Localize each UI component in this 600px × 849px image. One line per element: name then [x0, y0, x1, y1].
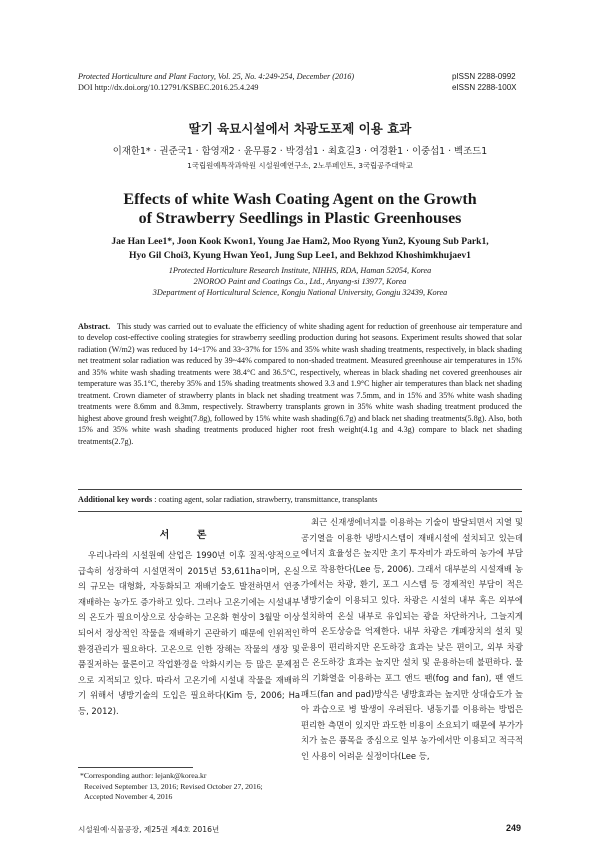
intro-paragraph-1: 우리나라의 시설원예 산업은 1990년 이후 질적·양적으로 급속히 성장하여 시설면적이 2015년 53,611ha이며, 온실의 규모는 대형화, 자동화되고 재배기술도 발전하면서 연중 재배하는 농가도 증가하고 있다. 그러나 고온기에는 시설내부의 온도가 필요이상으로 상승하는 고온화 현상이 3월말 이상 되어서 정상적인 작물을 재배하기 곤란하기 때문에 인위적인 환경관리가 필요하다. 고온으로 인한 장해는 작물의 생장 및 품질저하는 물론이고 작업환경을 악화시키는 등 많은 문제점으로 지적되고 있다. 따라서 고온기에 시설내 작물을 재배하기 위해서 냉방기술의 도입은 필요하다(Kim 등, 2006; Ha 등, 2012).: [78, 550, 300, 716]
abstract-divider: [78, 489, 522, 490]
korean-title: 딸기 육묘시설에서 차광도포제 이용 효과: [188, 121, 412, 136]
footer-journal: 시설원예·식물공장, 제25권 제4호 2016년: [78, 825, 220, 834]
corresponding-author: *Corresponding author: lejank@korea.kr: [80, 771, 207, 780]
received-date: Received September 13, 2016; Revised October 27, 2016;: [84, 781, 263, 791]
english-authors-line-1: Jae Han Lee1*, Joon Kook Kwon1, Young Jae Ham2, Moo Ryong Yun2, Kyoung Sub Park1,: [111, 236, 489, 247]
abstract: [78, 321, 522, 447]
page-number: 249: [506, 823, 522, 833]
english-affiliation-1: 1Protected Horticulture Research Institute, NIHHS, RDA, Haman 52054, Korea: [168, 266, 432, 275]
body-right-column: [301, 515, 523, 765]
english-affiliation-3: 3Department of Horticultural Science, Kongju National University, Gongju 32439, Korea: [152, 288, 448, 297]
keywords-label: Additional key words: [78, 495, 153, 504]
keywords: [78, 495, 522, 504]
korean-authors: 이재한1* · 권준국1 · 함영재2 · 윤무룡2 · 박경섭1 · 최효길3 · 여경환1 · 이중섭1 · 벡조드1: [112, 146, 488, 157]
english-title-line-1: Effects of white Wash Coating Agent on the Growth: [123, 191, 477, 208]
body-left-column: [78, 548, 300, 720]
english-title-line-2: of Strawberry Seedlings in Plastic Greenhouses: [138, 210, 462, 227]
section-title-introduction: 서 론: [159, 530, 219, 541]
accepted-date: Accepted November 4, 2016: [84, 792, 173, 801]
intro-paragraph-2: 최근 신재생에너지를 이용하는 기술이 발달되면서 지열 및 공기열을 이용한 냉방시스템이 재배시설에 설치되고 있는데 에너지 효율성은 높지만 초기 투자비가 과도하여 농가에 부담으로 작용한다(Lee 등, 2006). 그래서 대부분의 시설재배 농가에서는 차광, 환기, 포그 시스템 등 경제적인 부담이 적은 냉방기술이 이용되고 있다. 차광은 시설의 내부 혹은 외부에 설치하여 온실 내부로 유입되는 광을 차단하거나, 그늘지게 하여 온도상승을 억제한다. 내부 차광은 개폐장치의 설치 및 운용이 편리하지만 온도하강 효과는 낮은 편이고, 외부 차광은 온도하강 효과는 높지만 설치 및 운용하는데 불편하다. 물의 기화열을 이용하는 포그 앤드 팬(fog and fan), 팬 앤드 패드(fan and pad)방식은 냉방효과는 높지만 상대습도가 높아 과습으로 병 발생이 우려된다. 냉동기를 이용하는 방법은 편리한 측면이 있지만 과도한 비용이 소요되기 때문에 부가가치가 높은 품목을 중심으로 일부 농가에서만 이용되고 적극적인 사용이 어려운 실정이다(Lee 등,: [301, 517, 523, 761]
pissn: pISSN 2288-0992: [452, 72, 516, 81]
keywords-divider: [78, 511, 522, 512]
keywords-text: : coating agent, solar radiation, strawberry, transmittance, transplants: [154, 495, 378, 504]
english-authors-line-2: Hyo Gil Choi3, Kyung Hwan Yeo1, Jung Sup Lee1, and Bekhzod Khoshimkhujaev1: [129, 250, 471, 261]
korean-affiliations: 1국립원예특작과학원 시설원예연구소, 2노루페인트, 3국립공주대학교: [187, 161, 413, 170]
english-affiliation-2: 2NOROO Paint and Coatings Co., Ltd., Anyang-si 13977, Korea: [193, 277, 407, 286]
abstract-label: Abstract.: [78, 322, 111, 331]
footnote: [80, 771, 310, 803]
doi-link[interactable]: DOI http://dx.doi.org/10.12791/KSBEC.2016.25.4.249: [78, 83, 259, 92]
abstract-text: This study was carried out to evaluate the efficiency of white shading agent for reduction of greenhouse air temperature and to develop cost-effective cooling strategies for strawberry seedling production during hot seasons. Experiment results showed that solar radiation (W/m2) was reduced by 14~17% and 33~37% for 15% and 35% white wash shading treatments, respectively, in black shading net treatment solar radiation was reduced by 39~44% compared to non-shaded treatment. Measured greenhouse air temperatures in 15% and 35% white wash shading treatments were 38.4°C and 36.5°C, respectively, whereas in black shading net covered greenhouses air temperature was 35.1°C, thereby 35% and 15% shading treatments showed 3.3 and 1.9°C higher air temperatures than black net shading treatment. Crown diameter of strawberry plants in black net shading treatment was 7.5mm, and in 15% and 35% white wash shading treatments were 8.6mm and 8.3mm, respectively. Strawberry transplants grown in 35% white wash shading treatment produced the highest above ground fresh weight(7.8g), followed by 15% white wash shading(6.7g) and black net shading treatments(5.8g). Also, both 15% and 35% white wash shading treatments produced higher root fresh weight(4.1g and 4.3g) compare to black net shading treatments(2.7g).: [78, 322, 522, 446]
footnote-divider: [78, 767, 193, 768]
journal-citation: Protected Horticulture and Plant Factory, Vol. 25, No. 4:249-254, December (2016): [78, 72, 355, 81]
eissn: eISSN 2288-100X: [452, 83, 517, 92]
